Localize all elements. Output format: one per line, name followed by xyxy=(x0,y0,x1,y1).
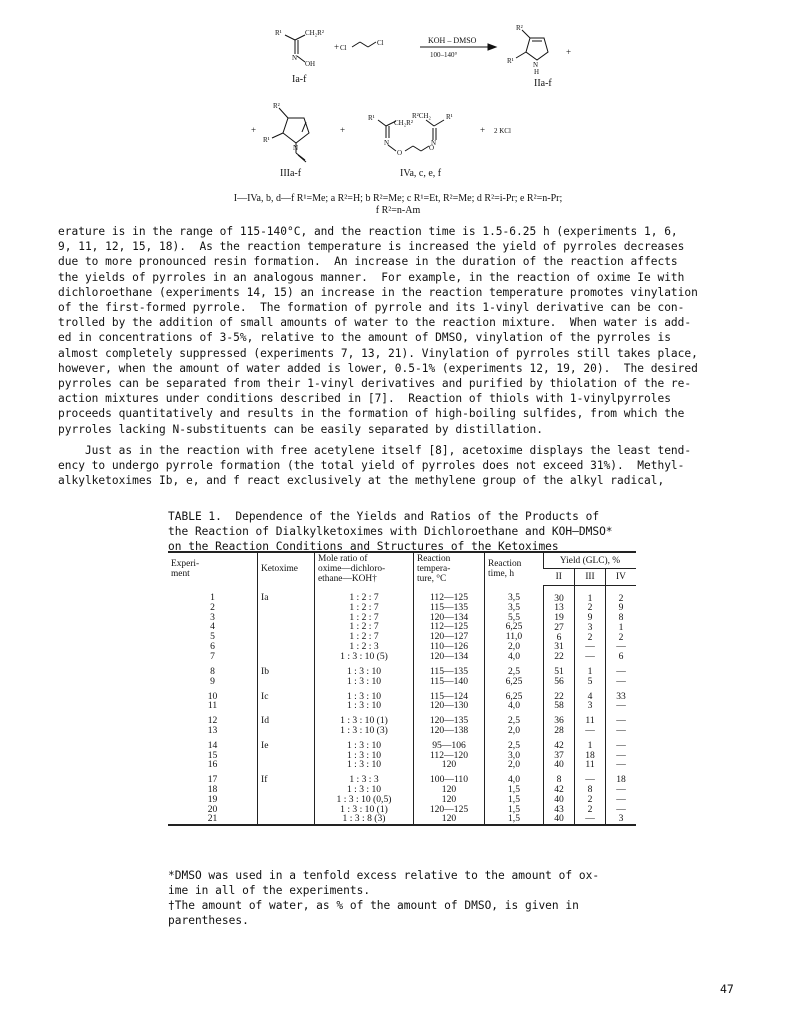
cell-yield-ii: 51 56 xyxy=(544,662,575,687)
cell-ketoxime: If xyxy=(258,770,315,825)
cell-yield-iii: 1 2 9 3 2 — — xyxy=(575,585,606,662)
plus-4: + xyxy=(340,125,346,135)
cell-experiment: 10 11 xyxy=(207,690,218,712)
cell-yield-iv: — — — xyxy=(606,736,637,770)
cell-yield-iii: 11 — xyxy=(575,711,606,736)
cell-ketoxime: Id xyxy=(258,711,315,736)
cell-time: 3,5 3,5 5,5 6,25 11,0 2,0 4,0 xyxy=(485,585,544,662)
vinyl-r2: R² xyxy=(273,102,280,110)
cell-ratio: 1 : 2 : 7 1 : 2 : 7 1 : 2 : 7 1 : 2 : 7 1 : 2 : 7 1 : 2 : 3 1 : 3 : 10 (5) xyxy=(315,585,414,662)
ether-ch2r2: CH₂R² xyxy=(394,119,413,127)
cell-experiment: 17 18 19 20 21 xyxy=(168,770,258,825)
pyrrole-r1: R¹ xyxy=(507,57,514,65)
cell-yield-ii: 22 58 xyxy=(544,687,575,712)
table-group-if xyxy=(168,770,636,825)
pyrrole-h: H xyxy=(534,68,540,76)
header-experiment: Experi- ment xyxy=(168,552,258,585)
plus-3: + xyxy=(251,125,257,135)
cell-experiment: 12 13 xyxy=(207,715,218,737)
plus-2: + xyxy=(566,47,572,57)
cell-experiment: 8 9 xyxy=(210,666,215,687)
pyrrole-r2: R² xyxy=(516,24,523,32)
oxime-ch2r2: CH₂R² xyxy=(305,29,324,37)
cell-yield-ii: 30 13 19 27 6 31 22 xyxy=(544,585,575,662)
reaction-scheme xyxy=(0,0,796,220)
cell-yield-iv: — — xyxy=(606,711,637,736)
header-ii: II xyxy=(544,569,575,585)
page-number: 47 xyxy=(720,982,734,996)
table-row xyxy=(168,585,636,662)
table-row xyxy=(168,662,636,687)
oxime-r1: R¹ xyxy=(275,29,282,37)
cell-yield-iii: — 8 2 2 — xyxy=(575,770,606,825)
table-row xyxy=(168,770,636,825)
ether-n-right: N xyxy=(431,139,437,147)
label-ether: IVa, c, e, f xyxy=(400,168,442,179)
legend-line-2: f R²=n-Am xyxy=(375,205,421,216)
oxime-oh: OH xyxy=(305,60,316,68)
table-caption: TABLE 1. Dependence of the Yields and Ratios of the Products of the Reaction of Dialkylketoximes with Dichloroethane and KOH—DMSO* on the Reaction Conditions and Structures of the Ketoximes xyxy=(168,510,613,553)
table-group-id xyxy=(168,711,636,736)
cell-yield-iv: 2 9 8 1 2 — 6 xyxy=(606,585,637,662)
ether-r2ch2: R²CH₂ xyxy=(412,112,431,120)
results-table xyxy=(168,551,636,826)
kcl: 2 KCl xyxy=(494,127,511,135)
header-yield: Yield (GLC), % xyxy=(544,552,637,569)
ether-o-right: O xyxy=(429,144,435,152)
cell-ratio: 1 : 3 : 3 1 : 3 : 10 1 : 3 : 10 (0,5) 1 : 3 : 10 (1) 1 : 3 : 8 (3) xyxy=(315,770,414,825)
cell-yield-ii: 8 42 40 43 40 xyxy=(544,770,575,825)
cell-temperature: 112—125 115—135 120—134 112—125 120—127 110—126 120—134 xyxy=(414,585,485,662)
cell-yield-iii: 4 3 xyxy=(575,687,606,712)
cell-time: 6,25 4,0 xyxy=(485,687,544,712)
cl-left: Cl xyxy=(340,44,347,52)
cell-yield-iii: 1 18 11 xyxy=(575,736,606,770)
cell-time: 2,5 2,0 xyxy=(485,711,544,736)
pyrrole-n: N xyxy=(533,61,539,69)
table-row xyxy=(168,736,636,770)
cl-right: Cl xyxy=(377,39,384,47)
cell-yield-iv: 33 — xyxy=(606,687,637,712)
cell-yield-iv: — — xyxy=(606,662,637,687)
cell-temperature: 100—110 120 120 120—125 120 xyxy=(414,770,485,825)
reagent-top: KOH – DMSO xyxy=(428,36,477,45)
vinyl-r1: R¹ xyxy=(263,136,270,144)
header-iii: III xyxy=(575,569,606,585)
header-time: Reaction time, h xyxy=(485,552,544,585)
label-oxime: Ia-f xyxy=(292,74,307,85)
vinyl-n: N xyxy=(293,144,299,152)
header-temperature: Reaction tempera- ture, °C xyxy=(414,552,485,585)
cell-time: 2,5 3,0 2,0 xyxy=(485,736,544,770)
cell-yield-iii: 1 5 xyxy=(575,662,606,687)
table-group-ie xyxy=(168,736,636,770)
cell-time: 2,5 6,25 xyxy=(485,662,544,687)
header-ratio: Mole ratio of oxime—dichloro- ethane—KOH† xyxy=(315,552,414,585)
table-group-ib xyxy=(168,662,636,687)
table-group-ic xyxy=(168,687,636,712)
header-iv: IV xyxy=(606,569,637,585)
label-pyrrole: IIa-f xyxy=(534,78,552,89)
cell-ketoxime: Ia xyxy=(258,585,315,662)
cell-ketoxime: Ib xyxy=(258,662,315,687)
cell-temperature: 115—124 120—130 xyxy=(414,687,485,712)
table-footnotes: *DMSO was used in a tenfold excess relative to the amount of ox- ime in all of the experiments. †The amount of water, as % of the amount of DMSO, is given in parentheses. xyxy=(168,869,600,927)
cell-ratio: 1 : 3 : 10 1 : 3 : 10 1 : 3 : 10 xyxy=(315,736,414,770)
cell-yield-ii: 36 28 xyxy=(544,711,575,736)
cell-temperature: 95—106 112—120 120 xyxy=(414,736,485,770)
table-group-ia xyxy=(168,585,636,662)
oxime-n: N xyxy=(292,54,298,62)
reagent-bottom: 100–140° xyxy=(430,51,458,59)
ether-n-left: N xyxy=(384,139,390,147)
cell-temperature: 115—135 115—140 xyxy=(414,662,485,687)
paragraph-1: erature is in the range of 115-140°C, and the reaction time is 1.5-6.25 h (experiments 1, 6, 9, 11, 12, 15, 18). As the reaction temperature is increased the yield of pyrroles decreases due to more pronounced resin formation. An increase in the duration of the reaction affects the yields of pyrroles in an analogous manner. For example, in the reaction of oxime Ie with dichloroethane (experiments 14, 15) an increase in the reaction temperature promotes vinylation of the first-formed pyrrole. The formation of pyrrole and its 1-vinyl derivative can be con- trolled by the addition of small amounts of water to the reaction mixture. When water is add- ed in concentrations of 3-5%, relative to the amount of DMSO, vinylation of the pyrroles is almost completely suppressed (experiments 7, 13, 21). Vinylation of pyrroles still takes place, however, when the amount of water added is lower, 0.5-1% (experiments 12, 19, 20). The desired pyrroles can be separated from their 1-vinyl derivatives and purified by thiolation of the re- action mixtures under conditions described in [7]. Reaction of thiols with 1-vinylpyrroles proceeds quantitatively and results in the formation of high-boiling sulfides, from which the pyrroles lacking N-substituents can be easily separated by distillation. xyxy=(58,225,698,436)
cell-ratio: 1 : 3 : 10 1 : 3 : 10 xyxy=(315,662,414,687)
ether-r1-right: R¹ xyxy=(446,113,453,121)
legend-line-1: I—IVa, b, d—f R¹=Me; a R²=H; b R²=Me; c R¹=Et, R²=Me; d R²=i-Pr; e R²=n-Pr; xyxy=(233,193,563,204)
cell-yield-iv: 18 — — — 3 xyxy=(606,770,637,825)
cell-experiment: 14 15 16 xyxy=(207,739,218,771)
scheme-legend xyxy=(0,193,796,217)
ether-o-left: O xyxy=(397,149,403,157)
label-vinylpyrrole: IIIa-f xyxy=(280,168,302,179)
table-row xyxy=(168,687,636,712)
ether-r1-left: R¹ xyxy=(368,114,375,122)
cell-time: 4,0 1,5 1,5 1,5 1,5 xyxy=(485,770,544,825)
cell-ketoxime: Ie xyxy=(258,736,315,770)
cell-ketoxime: Ic xyxy=(258,687,315,712)
cell-experiment: 1 2 3 4 5 6 7 xyxy=(210,592,215,662)
table-row xyxy=(168,711,636,736)
plus-5: + xyxy=(480,125,486,135)
paragraph-2: Just as in the reaction with free acetylene itself [8], acetoxime displays the least tend- ency to undergo pyrrole formation (the total yield of pyrroles does not exceed 31%). Methyl- alkylketoximes Ib, e, and f react exclusively at the methylene group of the alkyl radical, xyxy=(58,444,692,488)
plus-1: + xyxy=(334,42,340,52)
cell-ratio: 1 : 3 : 10 (1) 1 : 3 : 10 (3) xyxy=(315,711,414,736)
header-ketoxime: Ketoxime xyxy=(258,552,315,585)
cell-ratio: 1 : 3 : 10 1 : 3 : 10 xyxy=(315,687,414,712)
cell-temperature: 120—135 120—138 xyxy=(414,711,485,736)
cell-yield-ii: 42 37 40 xyxy=(544,736,575,770)
